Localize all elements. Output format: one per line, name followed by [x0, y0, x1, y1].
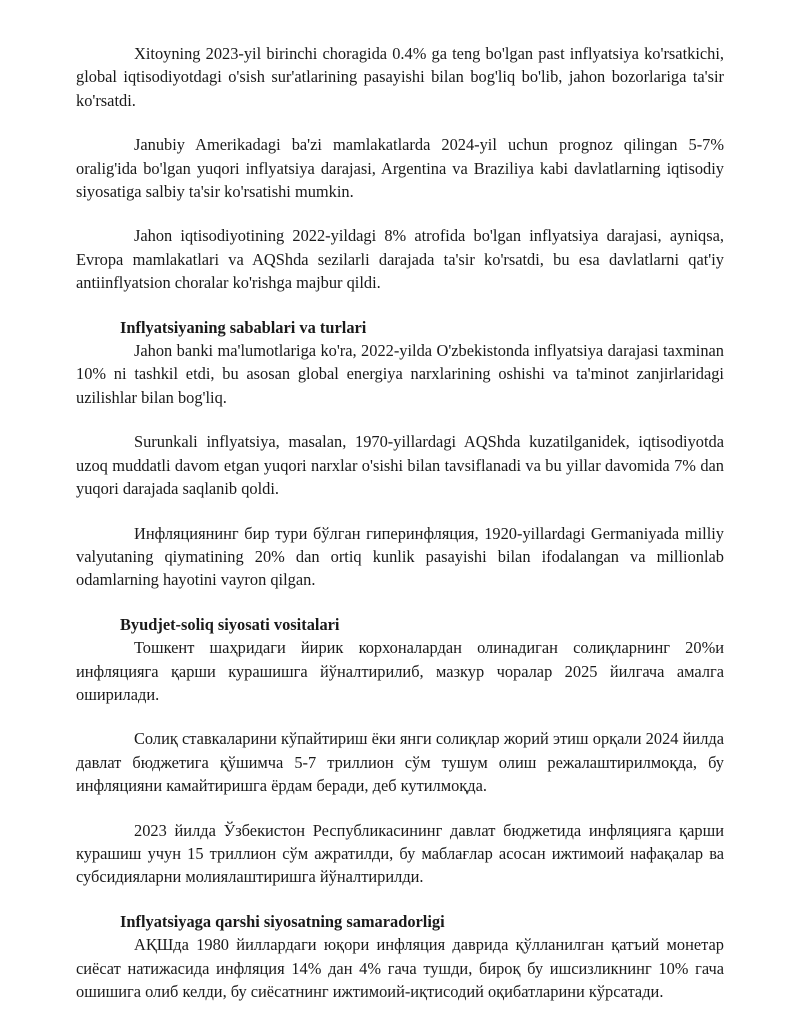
paragraph-uzbekistan-inflation: Jahon banki ma'lumotlariga ko'ra, 2022-yilda O'zbekistonda inflyatsiya darajasi taxminan 10% ni tashkil etdi, bu asosan global energiya narxlarining oshishi va ta'minot zanjirlaridagi uzilishlar bilan bog'liq.	[76, 341, 724, 407]
paragraph-tashkent-taxes: Тошкент шаҳридаги йирик корхоналардан олинадиган солиқларнинг 20%и инфляцияга қарши курашишга йўналтирилиб, мазкур чоралар 2025 йилгача амалга оширилади.	[76, 638, 724, 704]
document-page	[76, 42, 724, 1003]
section-heading-causes: Inflyatsiyaning sabablari va turlari	[120, 317, 367, 337]
paragraph-world-inflation-2022: Jahon iqtisodiyotining 2022-yildagi 8% atrofida bo'lgan inflyatsiya darajasi, ayniqsa, Evropa mamlakatlari va AQShda sezilarli darajada ta'sir ko'rsatdi, bu esa davlatlarni qat'iy antiinflyatsion choralar ko'rishga majbur qildi.	[76, 226, 724, 293]
paragraph-hyperinflation: Инфляциянинг бир тури бўлган гиперинфляция, 1920-yillardagi Germaniyada milliy valyutaning qiymatining 20% dan ortiq kunlik pasayishi bilan ifodalangan va millionlab odamlarning hayotini vayron qilgan.	[76, 523, 724, 590]
paragraph-tax-rates-2024: Солиқ ставкаларини кўпайтириш ёки янги солиқлар жорий этиш орқали 2024 йилда давлат бюджетига қўшимча 5-7 триллион сўм тушум олиш режалаштирилмоқда, бу инфляцияни камайтиришга ёрдам беради, деб кутилмоқда.	[76, 729, 724, 796]
paragraph-usa-1980-monetary-policy: АҚШда 1980 йиллардаги юқори инфляция даврида қўлланилган қатъий монетар сиёсат натижасида инфляция 14% дан 4% гача тушди, бироқ бу ишсизликнинг 10% гача ошишига олиб келди, бу сиёсатнинг ижтимоий-иқтисодий оқибатларини кўрсатади.	[76, 935, 724, 1001]
section-heading-policy-effectiveness: Inflyatsiyaga qarshi siyosatning samaradorligi	[120, 911, 445, 931]
paragraph-budget-2023: 2023 йилда Ўзбекистон Республикасининг давлат бюджетида инфляцияга қарши курашиш учун 15 триллион сўм ажратилди, бу маблағлар асосан ижтимоий нафақалар ва субсидияларни молиялаштиришга йўналтирилди.	[76, 820, 724, 887]
section-heading-fiscal-tools: Byudjet-soliq siyosati vositalari	[120, 614, 340, 634]
paragraph-south-america-inflation: Janubiy Amerikadagi ba'zi mamlakatlarda 2024-yil uchun prognoz qilingan 5-7% oralig'ida bo'lgan yuqori inflyatsiya darajasi, Argentina va Braziliya kabi davlatlarning iqtisodiy siyosatiga salbiy ta'sir ko'rsatishi mumkin.	[76, 135, 724, 202]
paragraph-chronic-inflation: Surunkali inflyatsiya, masalan, 1970-yillardagi AQShda kuzatilganidek, iqtisodiyotda uzoq muddatli davom etgan yuqori narxlar o'sishi bilan tavsiflanadi va bu yillar davomida 7% dan yuqori darajada saqlanib qoldi.	[76, 432, 724, 499]
paragraph-china-inflation: Xitoyning 2023-yil birinchi choragida 0.4% ga teng bo'lgan past inflyatsiya ko'rsatkichi, global iqtisodiyotdagi o'sish sur'atlarining pasayishi bilan bog'liq bo'lib, jahon bozorlariga ta'sir ko'rsatdi.	[76, 44, 724, 110]
